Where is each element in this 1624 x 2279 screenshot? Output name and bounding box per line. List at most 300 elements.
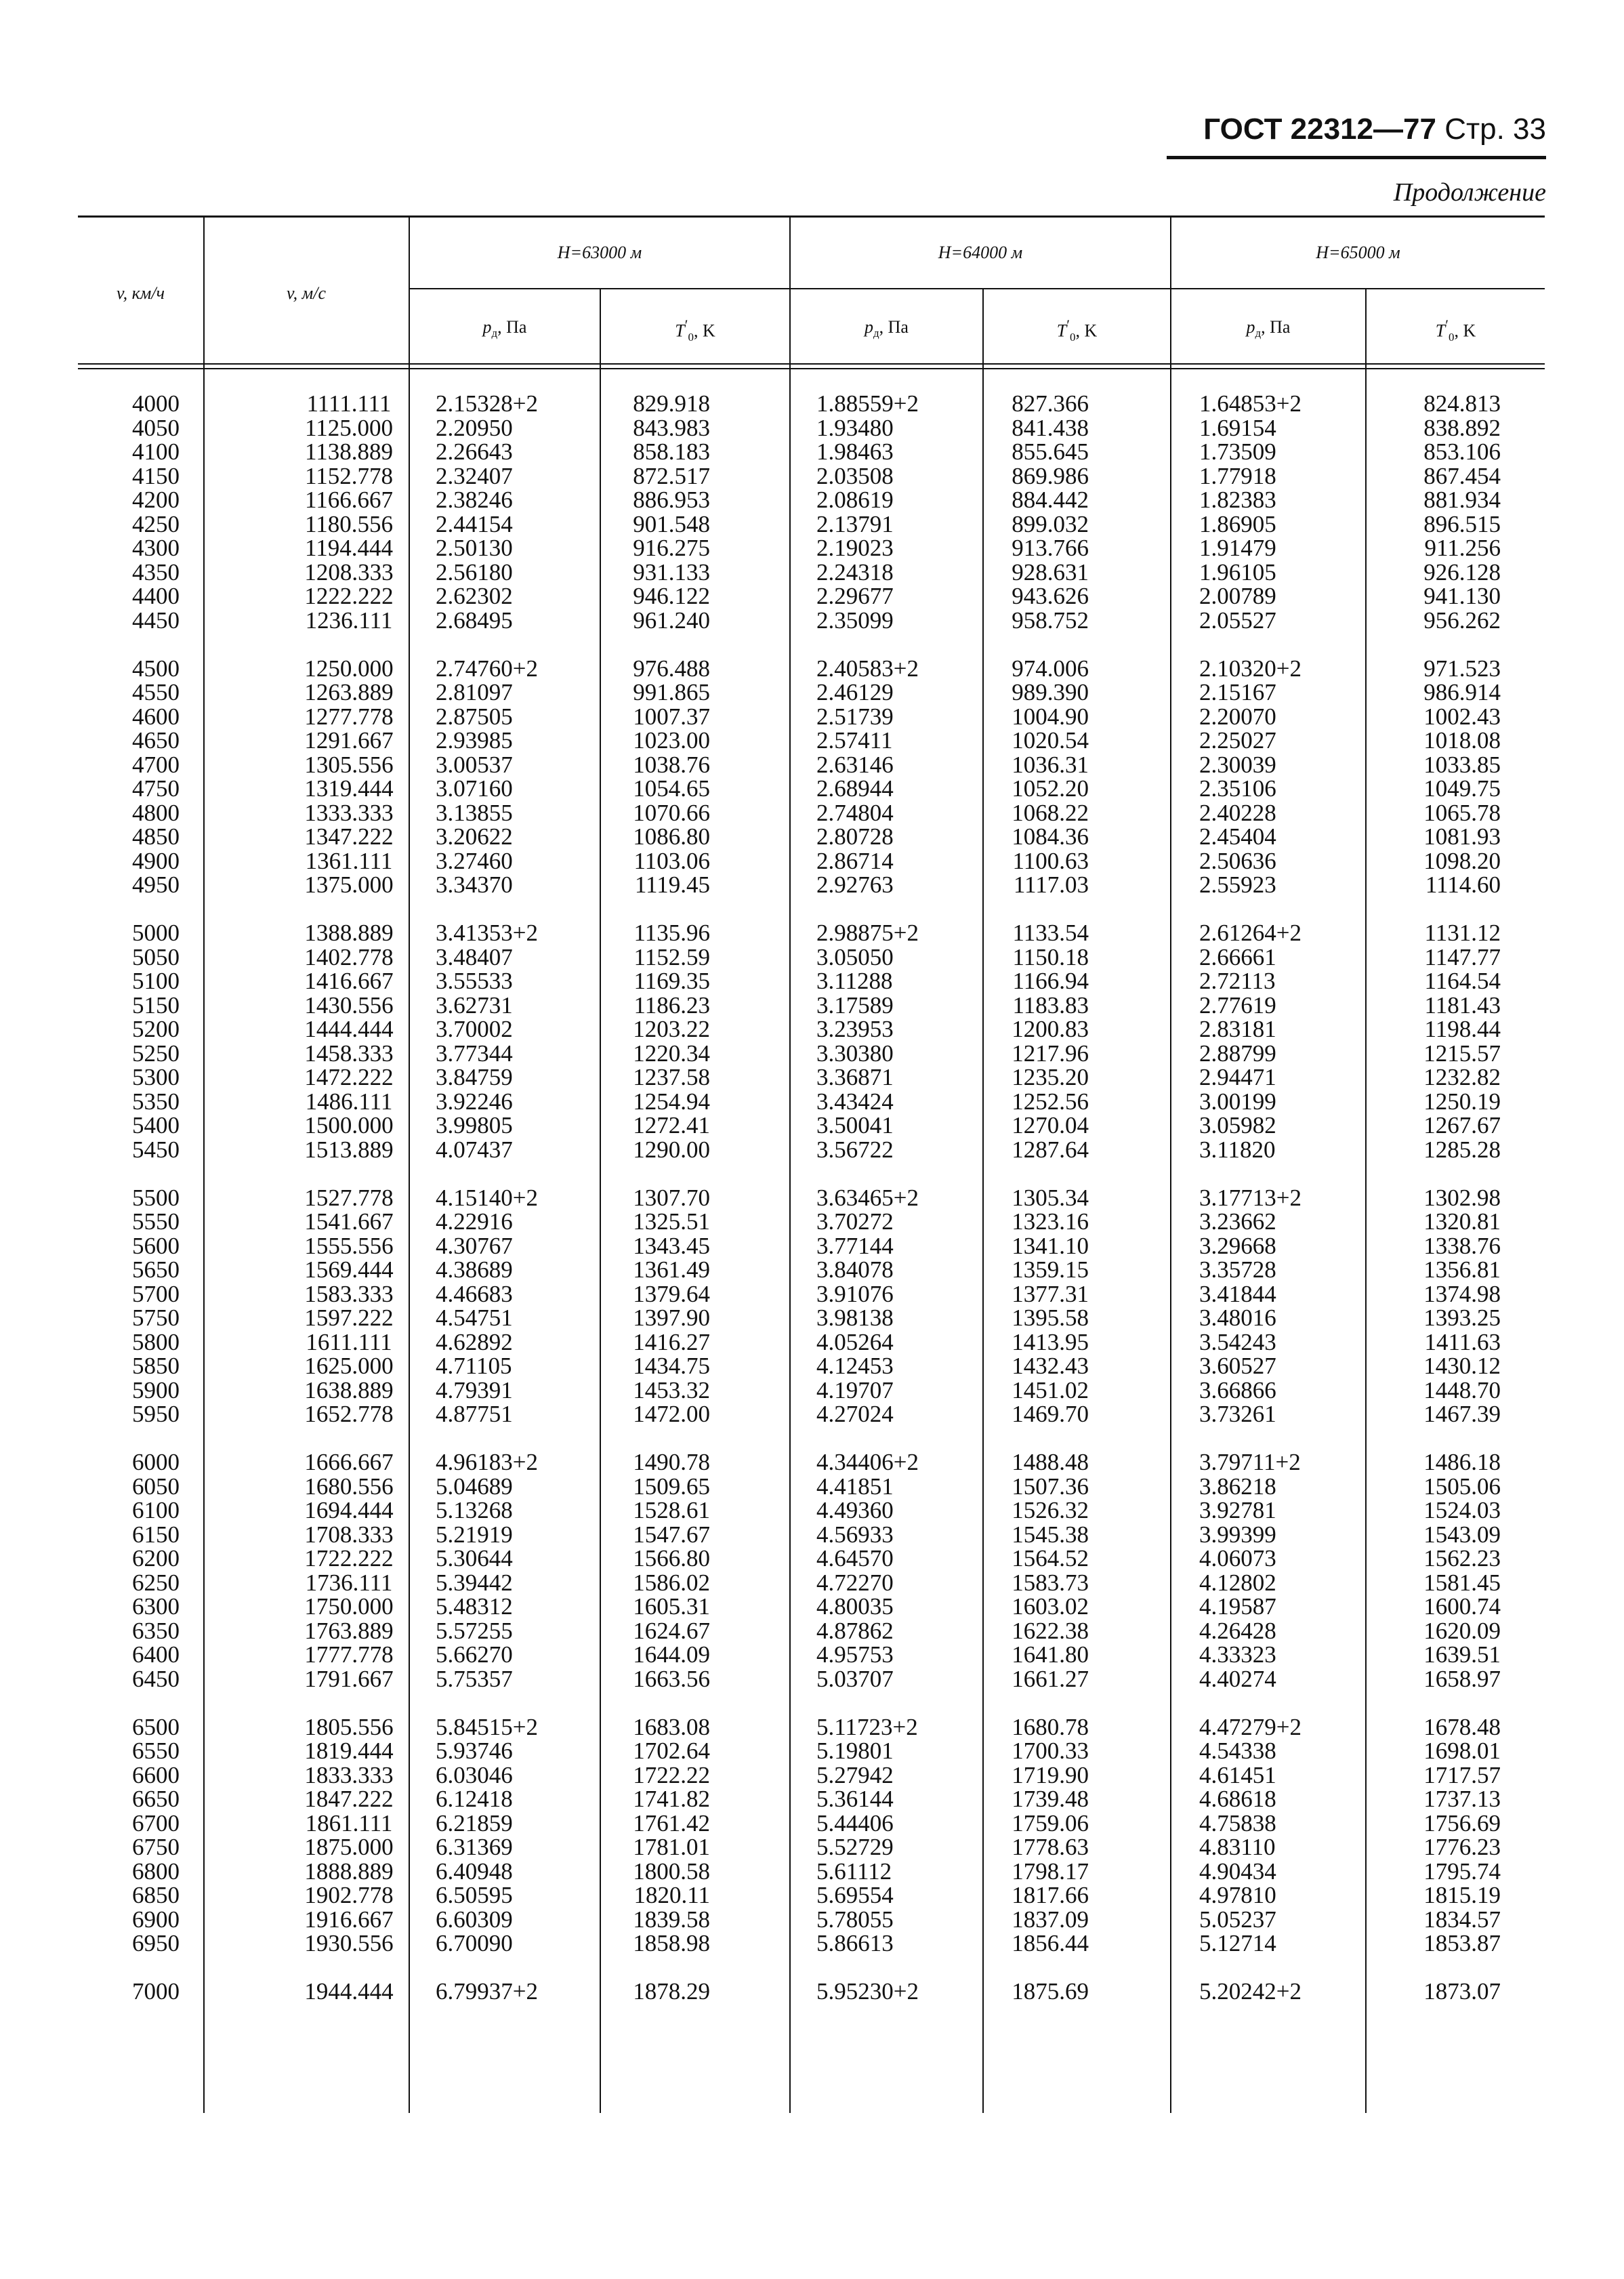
cell-temp-64000: 1235.20 [1012, 1064, 1089, 1090]
cell-v-ms: 1486.111 [305, 1088, 393, 1115]
cell-temp-64000: 1117.03 [1013, 871, 1089, 898]
cell-pressure-63000: 3.34370 [436, 871, 513, 898]
cell-temp-64000: 1622.38 [1012, 1617, 1089, 1644]
cell-temp-64000: 1305.34 [1012, 1184, 1089, 1211]
cell-v-kmh: 6900 [132, 1906, 180, 1933]
pressure-symbol: р [482, 317, 492, 337]
cell-v-kmh: 6300 [132, 1593, 180, 1620]
temperature-symbol: T [675, 321, 685, 341]
cell-pressure-65000: 3.92781 [1199, 1497, 1276, 1523]
header-v-kmh: v, км/ч [117, 283, 165, 303]
cell-v-ms: 1680.556 [304, 1473, 394, 1500]
row-group [78, 1979, 1545, 2004]
header-temperature: $T'_0$, K [1056, 317, 1098, 344]
cell-v-kmh: 4900 [132, 847, 180, 874]
group-underline [410, 288, 1545, 289]
cell-temp-64000: 1287.64 [1012, 1136, 1089, 1163]
cell-temp-64000: 1856.44 [1012, 1930, 1089, 1956]
cell-v-ms: 1555.556 [304, 1232, 394, 1259]
cell-temp-65000: 1002.43 [1423, 703, 1501, 730]
cell-temp-63000: 1878.29 [633, 1978, 710, 2005]
table-row [78, 945, 1545, 970]
cell-v-ms: 1152.778 [305, 462, 393, 489]
cell-v-ms: 1569.444 [304, 1256, 394, 1283]
table-row [78, 1210, 1545, 1234]
table-row [78, 584, 1545, 609]
cell-temp-64000: 1778.63 [1012, 1834, 1089, 1860]
cell-v-kmh: 5450 [132, 1136, 180, 1163]
cell-v-ms: 1138.889 [305, 438, 393, 465]
table-row [78, 1475, 1545, 1499]
cell-pressure-64000: 4.41851 [816, 1473, 894, 1500]
cell-temp-63000: 1820.11 [633, 1882, 710, 1908]
cell-v-ms: 1833.333 [304, 1761, 394, 1788]
cell-pressure-63000: 2.26643 [436, 438, 513, 465]
table-row [78, 1258, 1545, 1282]
cell-pressure-64000: 5.19801 [816, 1738, 894, 1764]
cell-v-ms: 1625.000 [304, 1353, 394, 1379]
cell-pressure-65000: 4.06073 [1199, 1545, 1276, 1572]
cell-temp-64000: 1700.33 [1012, 1738, 1089, 1764]
table-row [78, 1979, 1545, 2004]
cell-temp-64000: 1100.63 [1012, 847, 1089, 874]
cell-temp-64000: 1004.90 [1012, 703, 1089, 730]
cell-pressure-65000: 1.96105 [1199, 558, 1276, 586]
table-row [78, 1908, 1545, 1932]
cell-v-kmh: 4850 [132, 823, 180, 850]
cell-temp-65000: 1639.51 [1423, 1641, 1501, 1668]
table-row [78, 705, 1545, 729]
cell-v-ms: 1305.556 [304, 751, 394, 778]
cell-pressure-65000: 3.86218 [1199, 1473, 1276, 1500]
cell-pressure-65000: 3.00199 [1199, 1088, 1276, 1115]
cell-temp-63000: 858.183 [633, 438, 710, 465]
pressure-unit: , Па [1261, 317, 1291, 337]
cell-v-ms: 1583.333 [304, 1280, 394, 1307]
pressure-unit: , Па [879, 317, 909, 337]
cell-pressure-63000: 3.70002 [436, 1016, 513, 1042]
cell-temp-63000: 1086.80 [633, 823, 710, 850]
table-row [78, 1857, 1545, 1885]
cell-pressure-65000: 2.66661 [1199, 943, 1276, 970]
cell-pressure-65000: 2.94471 [1199, 1064, 1276, 1090]
cell-pressure-65000: 2.35106 [1199, 775, 1276, 802]
table-row [78, 801, 1545, 825]
cell-v-kmh: 4950 [132, 871, 180, 898]
cell-pressure-65000: 2.05527 [1199, 607, 1276, 634]
cell-pressure-64000: 3.11288 [816, 968, 893, 994]
cell-pressure-64000: 4.27024 [816, 1401, 894, 1427]
cell-temp-63000: 961.240 [633, 607, 710, 634]
cell-temp-63000: 1397.90 [633, 1305, 710, 1331]
cell-pressure-65000: 4.75838 [1199, 1809, 1276, 1836]
cell-pressure-64000: 1.98463 [816, 438, 894, 465]
cell-temp-63000: 1472.00 [633, 1401, 710, 1427]
cell-temp-65000: 1018.08 [1423, 727, 1501, 754]
table-row [78, 1138, 1545, 1162]
table-row [78, 849, 1545, 874]
header-bottom-rule-2 [78, 368, 1545, 369]
cell-temp-65000: 1448.70 [1423, 1376, 1501, 1403]
cell-pressure-64000: 2.51739 [816, 703, 894, 730]
cell-pressure-64000: 2.46129 [816, 679, 894, 705]
cell-temp-63000: 1343.45 [633, 1232, 710, 1259]
cell-pressure-63000: 5.04689 [436, 1473, 513, 1500]
cell-temp-64000: 1200.83 [1012, 1016, 1089, 1042]
cell-temp-63000: 1070.66 [633, 799, 710, 826]
cell-temp-65000: 1581.45 [1423, 1569, 1501, 1596]
cell-v-kmh: 4300 [132, 535, 180, 561]
cell-pressure-63000: 2.20950 [436, 414, 513, 441]
pressure-symbol: р [865, 317, 873, 337]
cell-pressure-64000: 2.35099 [816, 607, 894, 634]
cell-pressure-63000: 2.32407 [436, 462, 513, 489]
cell-pressure-63000: 3.92246 [436, 1088, 513, 1115]
cell-temp-65000: 896.515 [1423, 510, 1501, 537]
table-row [78, 680, 1545, 705]
cell-pressure-65000: 1.64853+2 [1199, 390, 1302, 417]
cell-temp-65000: 1049.75 [1423, 775, 1501, 802]
table-row [78, 512, 1545, 537]
table-row [78, 1811, 1545, 1836]
table-row [78, 753, 1545, 777]
table-row [78, 1402, 1545, 1426]
cell-pressure-64000: 1.88559+2 [816, 390, 919, 417]
cell-pressure-63000: 6.79937+2 [436, 1978, 538, 2005]
cell-pressure-64000: 4.72270 [816, 1569, 894, 1596]
cell-temp-63000: 1663.56 [633, 1665, 710, 1692]
cell-temp-64000: 1133.54 [1012, 920, 1089, 946]
cell-v-kmh: 5850 [132, 1353, 180, 1379]
table-row [78, 1186, 1545, 1210]
cell-pressure-65000: 4.68618 [1199, 1786, 1276, 1812]
table-row [78, 1065, 1545, 1090]
cell-temp-63000: 1722.22 [633, 1761, 710, 1788]
cell-temp-65000: 1505.06 [1423, 1473, 1501, 1500]
cell-pressure-64000: 3.43424 [816, 1088, 894, 1115]
cell-pressure-65000: 4.83110 [1199, 1834, 1276, 1860]
cell-temp-65000: 926.128 [1423, 558, 1501, 586]
cell-temp-63000: 1220.34 [633, 1040, 710, 1067]
cell-pressure-64000: 4.49360 [816, 1497, 894, 1523]
cell-v-kmh: 6400 [132, 1641, 180, 1668]
cell-v-ms: 1750.000 [304, 1593, 394, 1620]
cell-pressure-64000: 2.57411 [816, 727, 893, 754]
cell-temp-65000: 941.130 [1423, 583, 1501, 609]
table-row [78, 921, 1545, 945]
table-row [78, 1306, 1545, 1330]
standard-number: ГОСТ 22312—77 [1203, 112, 1436, 146]
cell-v-ms: 1222.222 [304, 583, 394, 609]
table-row [78, 1835, 1545, 1860]
cell-pressure-64000: 2.24318 [816, 558, 894, 586]
cell-temp-63000: 1272.41 [633, 1112, 710, 1138]
table-row [78, 1354, 1545, 1378]
cell-v-ms: 1611.111 [306, 1328, 392, 1355]
cell-temp-64000: 1583.73 [1012, 1569, 1089, 1596]
cell-pressure-64000: 4.05264 [816, 1328, 894, 1355]
cell-pressure-63000: 5.93746 [436, 1738, 513, 1764]
cell-pressure-64000: 3.30380 [816, 1040, 894, 1067]
cell-temp-64000: 1036.31 [1012, 751, 1089, 778]
cell-pressure-65000: 2.77619 [1199, 991, 1276, 1019]
cell-pressure-64000: 5.03707 [816, 1665, 894, 1692]
cell-v-ms: 1250.000 [304, 655, 394, 682]
cell-v-ms: 1819.444 [304, 1738, 394, 1764]
cell-pressure-65000: 4.97810 [1199, 1882, 1276, 1908]
table-row [78, 1619, 1545, 1643]
cell-v-kmh: 6500 [132, 1713, 180, 1740]
cell-v-kmh: 5100 [132, 968, 180, 994]
cell-temp-63000: 991.865 [633, 679, 710, 705]
cell-v-kmh: 5500 [132, 1184, 180, 1211]
cell-v-ms: 1597.222 [304, 1305, 394, 1331]
cell-pressure-63000: 4.54751 [436, 1305, 513, 1331]
cell-v-kmh: 6100 [132, 1497, 180, 1523]
cell-temp-65000: 1600.74 [1423, 1593, 1501, 1620]
page-number: Стр. 33 [1444, 112, 1546, 146]
cell-pressure-65000: 1.86905 [1199, 510, 1276, 537]
cell-pressure-63000: 5.39442 [436, 1569, 513, 1596]
cell-temp-63000: 829.918 [633, 390, 710, 417]
header-temperature: $T'_0$, K [1435, 317, 1476, 344]
table-row [78, 464, 1545, 489]
cell-v-kmh: 6000 [132, 1449, 180, 1475]
cell-v-kmh: 5350 [132, 1088, 180, 1115]
cell-temp-63000: 1119.45 [634, 871, 710, 898]
cell-v-kmh: 7000 [132, 1978, 180, 2005]
cell-v-kmh: 6850 [132, 1882, 180, 1908]
cell-temp-64000: 1545.38 [1012, 1521, 1089, 1548]
cell-v-kmh: 6250 [132, 1569, 180, 1596]
cell-v-kmh: 5950 [132, 1401, 180, 1427]
cell-pressure-65000: 3.66866 [1199, 1376, 1276, 1403]
cell-pressure-63000: 2.87505 [436, 703, 513, 730]
cell-temp-64000: 1166.94 [1012, 968, 1089, 994]
cell-v-ms: 1388.889 [304, 920, 394, 946]
cell-pressure-65000: 2.88799 [1199, 1040, 1276, 1067]
cell-temp-63000: 1186.23 [633, 991, 710, 1019]
cell-pressure-64000: 2.03508 [816, 462, 894, 489]
row-group [78, 1715, 1545, 1956]
cell-pressure-64000: 5.78055 [816, 1906, 894, 1933]
cell-temp-64000: 1432.43 [1012, 1353, 1089, 1379]
cell-pressure-63000: 6.03046 [436, 1761, 513, 1788]
cell-pressure-65000: 3.41844 [1199, 1280, 1276, 1307]
cell-pressure-63000: 3.27460 [436, 847, 513, 874]
cell-v-kmh: 6950 [132, 1930, 180, 1956]
cell-v-ms: 1402.778 [304, 943, 394, 970]
cell-pressure-63000: 5.48312 [436, 1593, 513, 1620]
cell-pressure-64000: 5.61112 [816, 1857, 892, 1885]
table-row [78, 488, 1545, 512]
cell-temp-64000: 1875.69 [1012, 1978, 1089, 2005]
table-row [78, 1498, 1545, 1523]
table-row [78, 536, 1545, 560]
cell-temp-65000: 971.523 [1423, 655, 1501, 682]
continuation-label: Продолжение [1393, 178, 1546, 207]
cell-temp-63000: 1761.42 [633, 1809, 710, 1836]
top-rule [78, 215, 1545, 218]
cell-v-kmh: 5150 [132, 991, 180, 1019]
cell-temp-65000: 1131.12 [1424, 920, 1501, 946]
table-row [78, 1282, 1545, 1307]
cell-temp-63000: 1103.06 [633, 847, 710, 874]
cell-temp-63000: 843.983 [633, 414, 710, 441]
cell-v-kmh: 5000 [132, 920, 180, 946]
cell-temp-64000: 1413.95 [1012, 1328, 1089, 1355]
cell-pressure-64000: 3.70272 [816, 1208, 894, 1235]
table-row [78, 1931, 1545, 1956]
cell-v-ms: 1861.111 [305, 1809, 393, 1836]
cell-pressure-64000: 3.91076 [816, 1280, 894, 1307]
cell-temp-65000: 824.813 [1423, 390, 1501, 417]
temperature-unit: , K [1075, 321, 1098, 341]
cell-v-kmh: 5050 [132, 943, 180, 970]
cell-v-kmh: 6050 [132, 1473, 180, 1500]
cell-pressure-65000: 2.55923 [1199, 871, 1276, 898]
header-pressure [410, 317, 600, 340]
row-group [78, 657, 1545, 897]
cell-pressure-63000: 4.46683 [436, 1280, 513, 1307]
cell-temp-64000: 1052.20 [1012, 775, 1089, 802]
cell-temp-64000: 1270.04 [1012, 1112, 1089, 1138]
cell-temp-64000: 827.366 [1012, 390, 1089, 417]
cell-temp-63000: 1781.01 [633, 1834, 710, 1860]
cell-pressure-64000: 2.80728 [816, 823, 894, 850]
cell-pressure-63000: 4.62892 [436, 1328, 513, 1355]
cell-temp-65000: 1215.57 [1423, 1040, 1501, 1067]
cell-pressure-65000: 2.20070 [1199, 703, 1276, 730]
cell-pressure-65000: 5.12714 [1199, 1930, 1276, 1956]
cell-temp-63000: 1135.96 [633, 920, 710, 946]
cell-pressure-65000: 4.90434 [1199, 1857, 1276, 1885]
cell-pressure-65000: 4.12802 [1199, 1569, 1276, 1596]
temperature-unit: , K [1454, 321, 1476, 341]
cell-pressure-65000: 3.99399 [1199, 1521, 1276, 1548]
cell-pressure-63000: 6.70090 [436, 1930, 513, 1956]
cell-temp-63000: 1307.70 [633, 1184, 710, 1211]
cell-pressure-64000: 2.92763 [816, 871, 894, 898]
cell-temp-63000: 1586.02 [633, 1569, 710, 1596]
cell-v-ms: 1652.778 [304, 1401, 394, 1427]
table-row [78, 1090, 1545, 1114]
cell-v-kmh: 4700 [132, 751, 180, 778]
cell-temp-63000: 1624.67 [633, 1617, 710, 1644]
cell-pressure-63000: 2.50130 [436, 535, 513, 561]
cell-v-kmh: 5400 [132, 1112, 180, 1138]
pressure-subscript: д [1255, 327, 1262, 340]
cell-temp-65000: 1543.09 [1423, 1521, 1501, 1548]
cell-pressure-64000: 3.23953 [816, 1016, 894, 1042]
cell-pressure-63000: 6.31369 [436, 1834, 513, 1860]
cell-temp-65000: 956.262 [1423, 607, 1501, 634]
cell-temp-64000: 1183.83 [1012, 991, 1089, 1019]
cell-pressure-63000: 3.99805 [436, 1112, 513, 1138]
cell-pressure-63000: 3.07160 [436, 775, 513, 802]
table-row [78, 728, 1545, 753]
cell-temp-65000: 1285.28 [1423, 1136, 1501, 1163]
cell-pressure-65000: 1.82383 [1199, 487, 1276, 513]
cell-temp-65000: 838.892 [1423, 414, 1501, 441]
table-row [78, 392, 1545, 416]
cell-temp-63000: 976.488 [633, 655, 710, 682]
table-row [78, 1378, 1545, 1403]
cell-v-kmh: 4000 [132, 390, 180, 417]
cell-pressure-64000: 2.19023 [816, 535, 894, 561]
cell-pressure-65000: 3.05982 [1199, 1112, 1276, 1138]
cell-temp-63000: 1741.82 [633, 1786, 710, 1812]
cell-v-kmh: 6750 [132, 1834, 180, 1860]
cell-v-ms: 1888.889 [304, 1857, 394, 1885]
cell-temp-65000: 1081.93 [1423, 823, 1501, 850]
cell-pressure-65000: 2.40228 [1199, 799, 1276, 826]
cell-temp-64000: 928.631 [1012, 558, 1089, 586]
cell-pressure-63000: 3.55533 [436, 968, 513, 994]
cell-temp-64000: 1359.15 [1012, 1256, 1089, 1283]
cell-v-kmh: 6450 [132, 1665, 180, 1692]
cell-pressure-64000: 3.56722 [816, 1136, 894, 1163]
cell-v-kmh: 6700 [132, 1809, 180, 1836]
cell-temp-65000: 1147.77 [1424, 943, 1501, 970]
cell-v-ms: 1944.444 [304, 1978, 394, 2005]
cell-pressure-65000: 2.15167 [1199, 679, 1276, 705]
cell-pressure-64000: 2.86714 [816, 847, 894, 874]
cell-v-ms: 1333.333 [304, 799, 394, 826]
cell-v-ms: 1180.556 [305, 510, 393, 537]
cell-v-kmh: 5550 [132, 1208, 180, 1235]
cell-pressure-65000: 2.72113 [1199, 968, 1276, 994]
cell-pressure-65000: 1.91479 [1199, 535, 1276, 561]
cell-temp-65000: 1267.67 [1423, 1112, 1501, 1138]
page-header [1167, 108, 1546, 159]
cell-temp-64000: 1817.66 [1012, 1882, 1089, 1908]
cell-pressure-63000: 3.20622 [436, 823, 513, 850]
cell-pressure-65000: 4.26428 [1199, 1617, 1276, 1644]
cell-temp-63000: 1683.08 [633, 1713, 710, 1740]
cell-temp-65000: 1430.12 [1423, 1353, 1501, 1379]
cell-pressure-65000: 2.00789 [1199, 583, 1276, 609]
cell-v-ms: 1930.556 [304, 1930, 394, 1956]
cell-temp-65000: 1853.87 [1423, 1930, 1501, 1956]
cell-temp-63000: 872.517 [633, 462, 710, 489]
cell-temp-63000: 1547.67 [633, 1521, 710, 1548]
cell-pressure-65000: 2.30039 [1199, 751, 1276, 778]
cell-pressure-64000: 5.11723+2 [816, 1713, 918, 1740]
cell-v-ms: 1430.556 [304, 991, 394, 1019]
cell-v-kmh: 5250 [132, 1040, 180, 1067]
cell-pressure-65000: 2.50636 [1199, 847, 1276, 874]
cell-temp-65000: 1320.81 [1423, 1208, 1501, 1235]
cell-pressure-63000: 5.13268 [436, 1497, 513, 1523]
cell-temp-64000: 913.766 [1012, 535, 1089, 561]
cell-temp-63000: 931.133 [633, 558, 710, 586]
cell-temp-65000: 881.934 [1423, 487, 1501, 513]
cell-v-kmh: 6200 [132, 1545, 180, 1572]
table-row [78, 825, 1545, 849]
cell-pressure-64000: 3.05050 [816, 943, 894, 970]
header-altitude-64000: H=64000 м [938, 243, 1023, 262]
cell-pressure-63000: 3.84759 [436, 1064, 513, 1090]
cell-pressure-63000: 4.71105 [436, 1353, 512, 1379]
cell-pressure-63000: 3.77344 [436, 1040, 513, 1067]
cell-pressure-63000: 6.60309 [436, 1906, 513, 1933]
cell-v-ms: 1277.778 [304, 703, 394, 730]
cell-v-ms: 1708.333 [304, 1521, 394, 1548]
cell-temp-65000: 1658.97 [1423, 1665, 1501, 1692]
cell-v-kmh: 4250 [132, 510, 180, 537]
cell-temp-63000: 1237.58 [633, 1064, 710, 1090]
